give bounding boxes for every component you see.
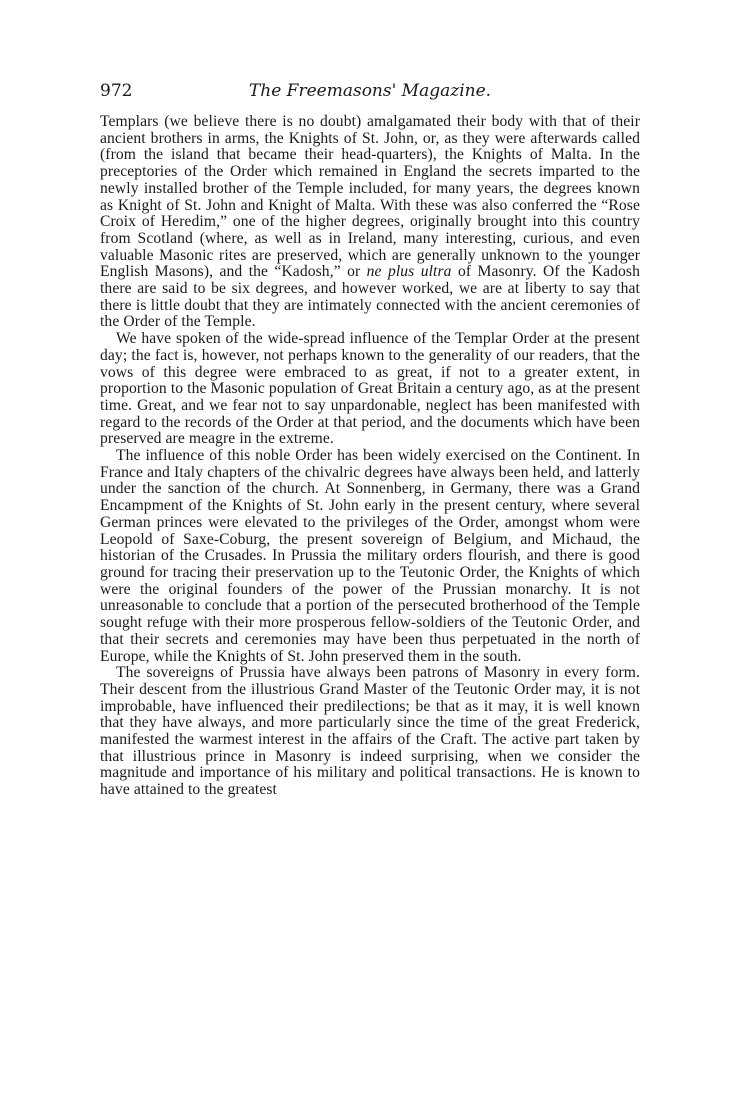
italic-phrase: ne plus ultra <box>366 263 452 281</box>
paragraph-text: The influence of this noble Order has been widely exercised on the Continent. In France and Italy chapters of the chivalric degrees have always been held, and latterly under the sanction of the church. At Sonnenberg, in Germany, there was a Grand Encampment of the Knights of St. John early in the present century, where several German princes were elevated to the privileges of the Order, amongst whom were Leopold of Saxe-Coburg, the present sovereign of Belgium, and Michaud, the historian of the Crusades. In Prussia the military orders flourish, and there is good ground for tracing their preservation up to the Teutonic Order, the Knights of which were the original founders of the power of the Prussian monarchy. It is not unreasonable to conclude that a portion of the persecuted brotherhood of the Temple sought refuge with their more prosperous fellow-soldiers of the Teutonic Order, and that their secrets and ceremonies may have been thus perpetuated in the north of Europe, while the Knights of St. John preserved them in the south. <box>100 447 640 665</box>
paragraph-text: Templars (we believe there is no doubt) amalgamated their body with that of their ancient brothers in arms, the Knights of St. John, or, as they were afterwards called (from the island that became their head-quarters), the Knights of Malta. In the preceptories of the Order which remained in England the secrets imparted to the newly installed brother of the Temple included, for many years, the degrees known as Knight of St. John and Knight of Malta. With these was also conferred the “Rose Croix of Heredim,” one of the higher degrees, originally brought into this country from Scotland (where, as well as in Ireland, many interesting, curious, and even valuable Masonic rites are preserved, which are generally unknown to the younger English Masons), and the “Kadosh,” or <box>100 113 640 281</box>
paragraph-1 <box>100 114 640 331</box>
paragraph-text: We have spoken of the wide-spread influence of the Templar Order at the present day; the fact is, however, not perhaps known to the generality of our readers, that the vows of this degree were embraced to as great, if not to a greater extent, in proportion to the Masonic population of Great Britain a century ago, as at the present time. Great, and we fear not to say unpardonable, neglect has been manifested with regard to the records of the Order at that period, and the documents which have been preserved are meagre in the extreme. <box>100 330 640 448</box>
page-header <box>100 78 640 104</box>
paragraph-text: of Masonry. Of the Kadosh there are said to be six degrees, and however worked, we are at liberty to say that there is little doubt that they are intimately connected with the ancient ceremonies of the Order of the Temple. <box>100 263 641 331</box>
paragraph-3 <box>100 448 640 665</box>
magazine-page <box>100 78 640 799</box>
paragraph-4 <box>100 665 640 799</box>
article-body <box>100 114 640 799</box>
page-number: 972 <box>100 81 133 101</box>
running-title: The Freemasons' Magazine. <box>248 81 492 101</box>
paragraph-text: The sovereigns of Prussia have always been patrons of Masonry in every form. Their descent from the illustrious Grand Master of the Teutonic Order may, it is not improbable, have influenced their predilections; be that as it may, it is well known that they have always, and more particularly since the time of the great Frederick, manifested the warmest interest in the affairs of the Craft. The active part taken by that illustrious prince in Masonry is indeed surprising, when we consider the magnitude and importance of his military and political transactions. He is known to have attained to the greatest <box>100 664 640 799</box>
paragraph-2 <box>100 331 640 448</box>
